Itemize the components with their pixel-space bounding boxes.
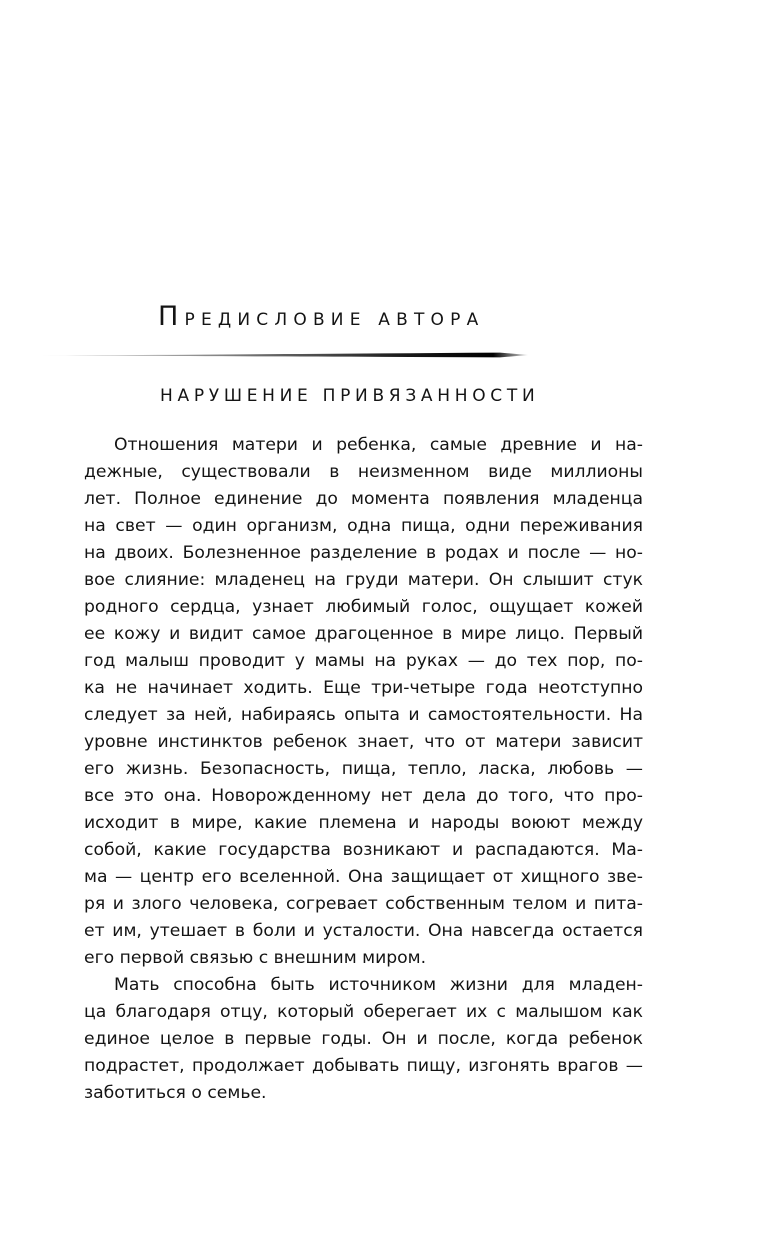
text-line: лет. Полное единение до момента появления младенца — [84, 489, 643, 509]
text-line: на свет — один организм, одна пища, одни переживания — [84, 516, 643, 536]
text-line: год малыш проводит у мамы на руках — до тех пор, по- — [84, 651, 643, 671]
chapter-heading: ПРЕДИСЛОВИЕ АВТОРА — [158, 301, 485, 332]
text-line: собой, какие государства возникают и распадаются. Ма- — [84, 840, 643, 860]
section-title: НАРУШЕНИЕ ПРИВЯЗАННОСТИ — [160, 386, 540, 406]
text-line: исходит в мире, какие племена и народы воюют между — [84, 813, 643, 833]
text-line: заботиться о семье. — [84, 1083, 267, 1103]
text-line: его первой связью с внешним миром. — [84, 948, 427, 968]
text-line: ря и злого человека, согревает собственным телом и пита- — [84, 894, 643, 914]
text-line: ка не начинает ходить. Еще три-четыре года неотступно — [84, 678, 643, 698]
paragraph — [84, 432, 643, 972]
text-line: родного сердца, узнает любимый голос, ощущает кожей — [84, 597, 643, 617]
text-line: ее кожу и видит самое драгоценное в мире лицо. Первый — [84, 624, 643, 644]
text-line: уровне инстинктов ребенок знает, что от матери зависит — [84, 732, 643, 752]
body-text — [84, 432, 643, 1107]
text-line: ма — центр его вселенной. Она защищает от хищного зве- — [84, 867, 643, 887]
text-line: следует за ней, набираясь опыта и самостоятельности. На — [84, 705, 643, 725]
text-line: его жизнь. Безопасность, пища, тепло, ласка, любовь — — [84, 759, 643, 779]
text-line: ет им, утешает в боли и усталости. Она навсегда остается — [84, 921, 643, 941]
text-line: подрастет, продолжает добывать пищу, изгонять врагов — — [84, 1056, 643, 1076]
text-line: ца благодаря отцу, который оберегает их с малышом как — [84, 1002, 643, 1022]
text-line: дежные, существовали в неизменном виде миллионы — [84, 462, 643, 482]
text-line: Мать способна быть источником жизни для младен- — [114, 975, 643, 995]
text-line: на двоих. Болезненное разделение в родах и после — но- — [84, 543, 643, 563]
text-line: Отношения матери и ребенка, самые древние и на- — [114, 435, 643, 455]
text-line: все это она. Новорожденному нет дела до того, что про- — [84, 786, 643, 806]
text-line: единое целое в первые годы. Он и после, когда ребенок — [84, 1029, 643, 1049]
paragraph — [84, 972, 643, 1107]
text-line: вое слияние: младенец на груди матери. Он слышит стук — [84, 570, 643, 590]
heading-divider — [30, 352, 528, 358]
